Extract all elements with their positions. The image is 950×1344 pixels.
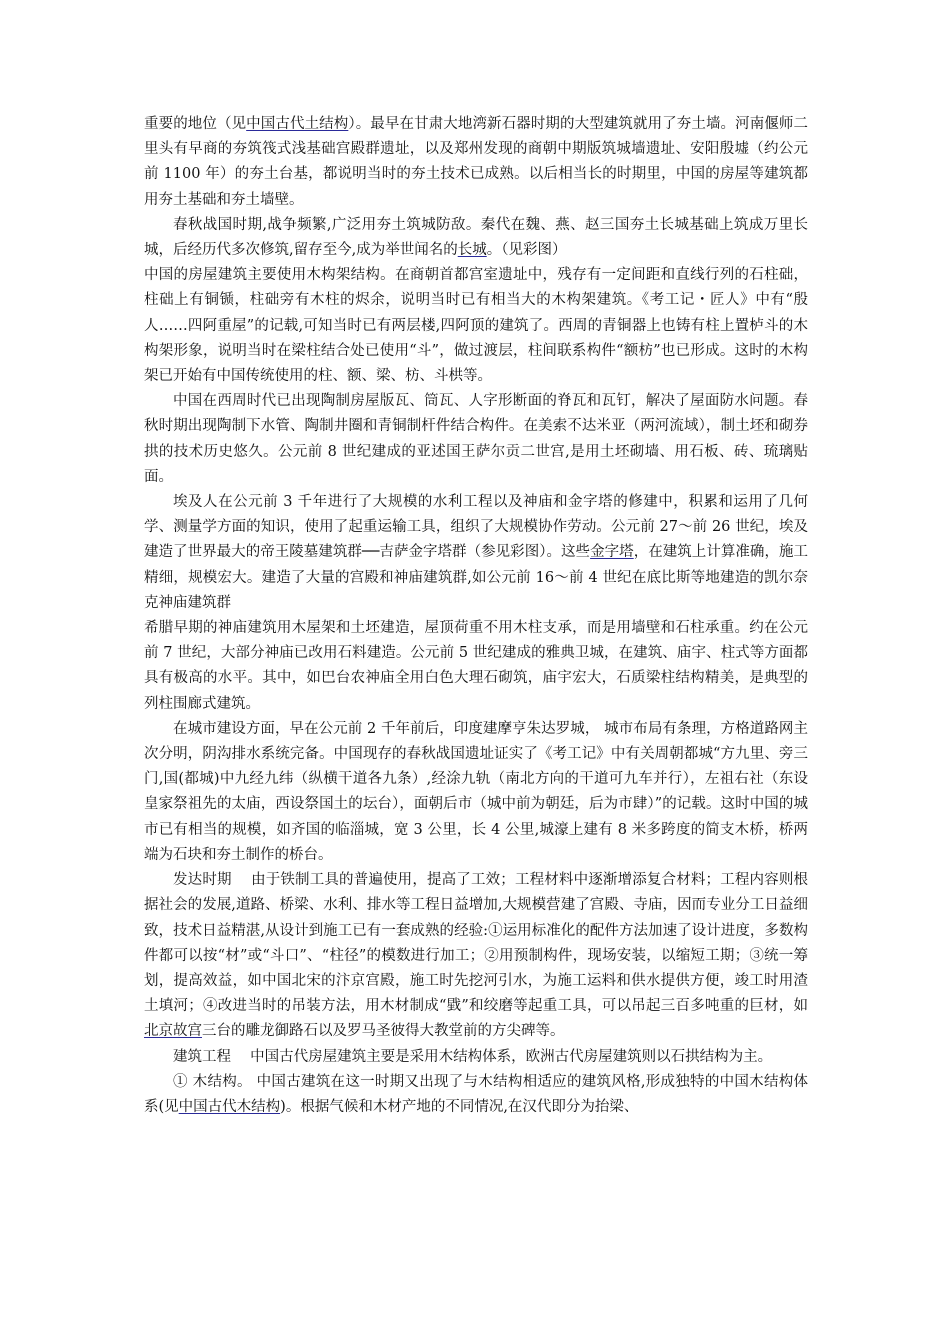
text-run: 希腊早期的神庙建筑用木屋架和土坯建造，屋顶荷重不用木柱支承，而是用墙壁和石柱承重。约在公元前 7 世纪，大部分神庙已改用石料建造。公元前 5 世纪建成的雅典卫城，在建筑、庙宇、柱式等方面都具有极高的水平。其中，如巴台农神庙全用白色大理石砌筑，庙宇宏大，石质梁柱结构精美，是典型的列柱围廊式建筑。 <box>144 620 808 712</box>
paragraph-p5 <box>144 490 808 616</box>
text-run: 三台的雕龙御路石以及罗马圣彼得大教堂前的方尖碑等。 <box>202 1023 565 1040</box>
paragraph-p1 <box>144 112 808 213</box>
paragraph-p4 <box>144 389 808 490</box>
document-page <box>144 112 808 1120</box>
text-run: ① 木结构。 中国古建筑在这一时期又出现了与木结构相适应的建筑风格,形成独特的中国木结构体系(见 <box>144 1073 808 1115</box>
hyperlink[interactable]: 中国古代土结构 <box>246 116 349 132</box>
hyperlink[interactable]: 金字塔 <box>590 544 634 561</box>
text-run: 在城市建设方面，早在公元前 2 千年前后，印度建摩亨朱达罗城， 城市布局有条理，方格道路网主次分明，阴沟排水系统完备。中国现存的春秋战国遗址证实了《考工记》中有关周朝都城“方九里、旁三门,国(都城)中九经九纬（纵横干道各九条）,经涂九轨（南北方向的干道可九车并行），左祖右社（东设皇家祭祖先的太庙，西设祭国土的坛台），面朝后市（城中前为朝廷，后为市肆）”的记载。这时中国的城市已有相当的规模，如齐国的临淄城，宽 3 公里，长 4 公里,城濠上建有 8 米多跨度的简支木桥，桥两端为石块和夯土制作的桥台。 <box>144 720 808 863</box>
text-run: 中国在西周时代已出现陶制房屋版瓦、筒瓦、人字形断面的脊瓦和瓦钉，解决了屋面防水问题。春秋时期出现陶制下水管、陶制井圈和青铜制杆件结合构件。在美索不达米亚（两河流域），制土坯和砌券拱的技术历史悠久。公元前 8 世纪建成的亚述国王萨尔贡二世宫,是用土坯砌墙、用石板、砖、琉璃贴面。 <box>144 393 808 485</box>
text-run: 春秋战国时期,战争频繁,广泛用夯土筑城防敌。秦代在魏、燕、赵三国夯土长城基础上筑成万里长城，后经历代多次修筑,留存至今,成为举世闻名的 <box>144 216 808 259</box>
paragraph-p10 <box>144 1070 808 1120</box>
text-run: 中国的房屋建筑主要使用木构架结构。在商朝首都宫室遗址中，残存有一定间距和直线行列的石柱础，柱础上有铜锧，柱础旁有木柱的烬余，说明当时已有相当大的木构架建筑。《考工记・匠人》中有“殷人……四阿重屋”的记载,可知当时已有两层楼,四阿顶的建筑了。西周的青铜器上也铸有柱上置栌斗的木构架形象，说明当时在梁柱结合处已使用“斗”，做过渡层，柱间联系构件“额枋”也已形成。这时的木构架已开始有中国传统使用的柱、额、梁、枋、斗栱等。 <box>144 267 808 385</box>
text-run: 。（见彩图） <box>486 242 567 259</box>
paragraph-p8 <box>144 868 808 1044</box>
text-run: 埃及人在公元前 3 千年进行了大规模的水利工程以及神庙和金字塔的修建中，积累和运用了几何学、测量学方面的知识，使用了起重运输工具，组织了大规模协作劳动。公元前 27～前 26 世纪，埃及建造了世界最大的帝王陵墓建筑群──吉萨金字塔群（参见彩图）。这些 <box>144 494 808 561</box>
text-run: ，在建筑上计算准确，施工精细，规模宏大。建造了大量的宫殿和神庙建筑群,如公元前 16～前 4 世纪在底比斯等地建造的凯尔奈克神庙建筑群 <box>144 544 809 611</box>
hyperlink[interactable]: 北京故宫 <box>144 1023 202 1040</box>
text-run: ）。最早在甘肃大地湾新石器时期的大型建筑就用了夯土墙。河南偃师二里头有早商的夯筑筏式浅基础宫殿群遗址，以及郑州发现的商朝中期版筑城墙遗址、安阳殷墟（约公元前 1100 年）的夯土台基，都说明当时的夯土技术已成熟。以后相当长的时期里，中国的房屋等建筑都用夯土基础和夯土墙壁。 <box>144 116 809 208</box>
paragraph-p2 <box>144 213 808 263</box>
text-run: 发达时期 由于铁制工具的普遍使用，提高了工效；工程材料中逐渐增添复合材料；工程内容则根据社会的发展,道路、桥梁、水利、排水等工程日益增加,大规模营建了宫殿、寺庙，因而专业分工日益细致，技术日益精湛,从设计到施工已有一套成熟的经验:①运用标准化的配件方法加速了设计进度，多数构件都可以按“材”或“斗口”、“柱径”的模数进行加工；②用预制构件，现场安装，以缩短工期；③统一筹划，提高效益，如中国北宋的汴京宫殿，施工时先挖河引水，为施工运料和供水提供方便，竣工时用渣土填河；④改进当时的吊装方法，用木材制成“戥”和绞磨等起重工具，可以吊起三百多吨重的巨材，如 <box>144 872 808 1015</box>
paragraph-p6 <box>144 616 808 717</box>
hyperlink[interactable]: 中国古代木结构 <box>178 1098 281 1115</box>
text-run: 重要的地位（见 <box>144 116 247 132</box>
hyperlink[interactable]: 长城 <box>457 242 487 259</box>
paragraph-p7 <box>144 717 808 868</box>
paragraph-p9 <box>144 1045 808 1070</box>
text-run: )。根据气候和木材产地的不同情况,在汉代即分为抬梁、 <box>280 1098 639 1115</box>
paragraph-p3 <box>144 263 808 389</box>
text-run: 建筑工程 中国古代房屋建筑主要是采用木结构体系，欧洲古代房屋建筑则以石拱结构为主。 <box>173 1048 773 1065</box>
